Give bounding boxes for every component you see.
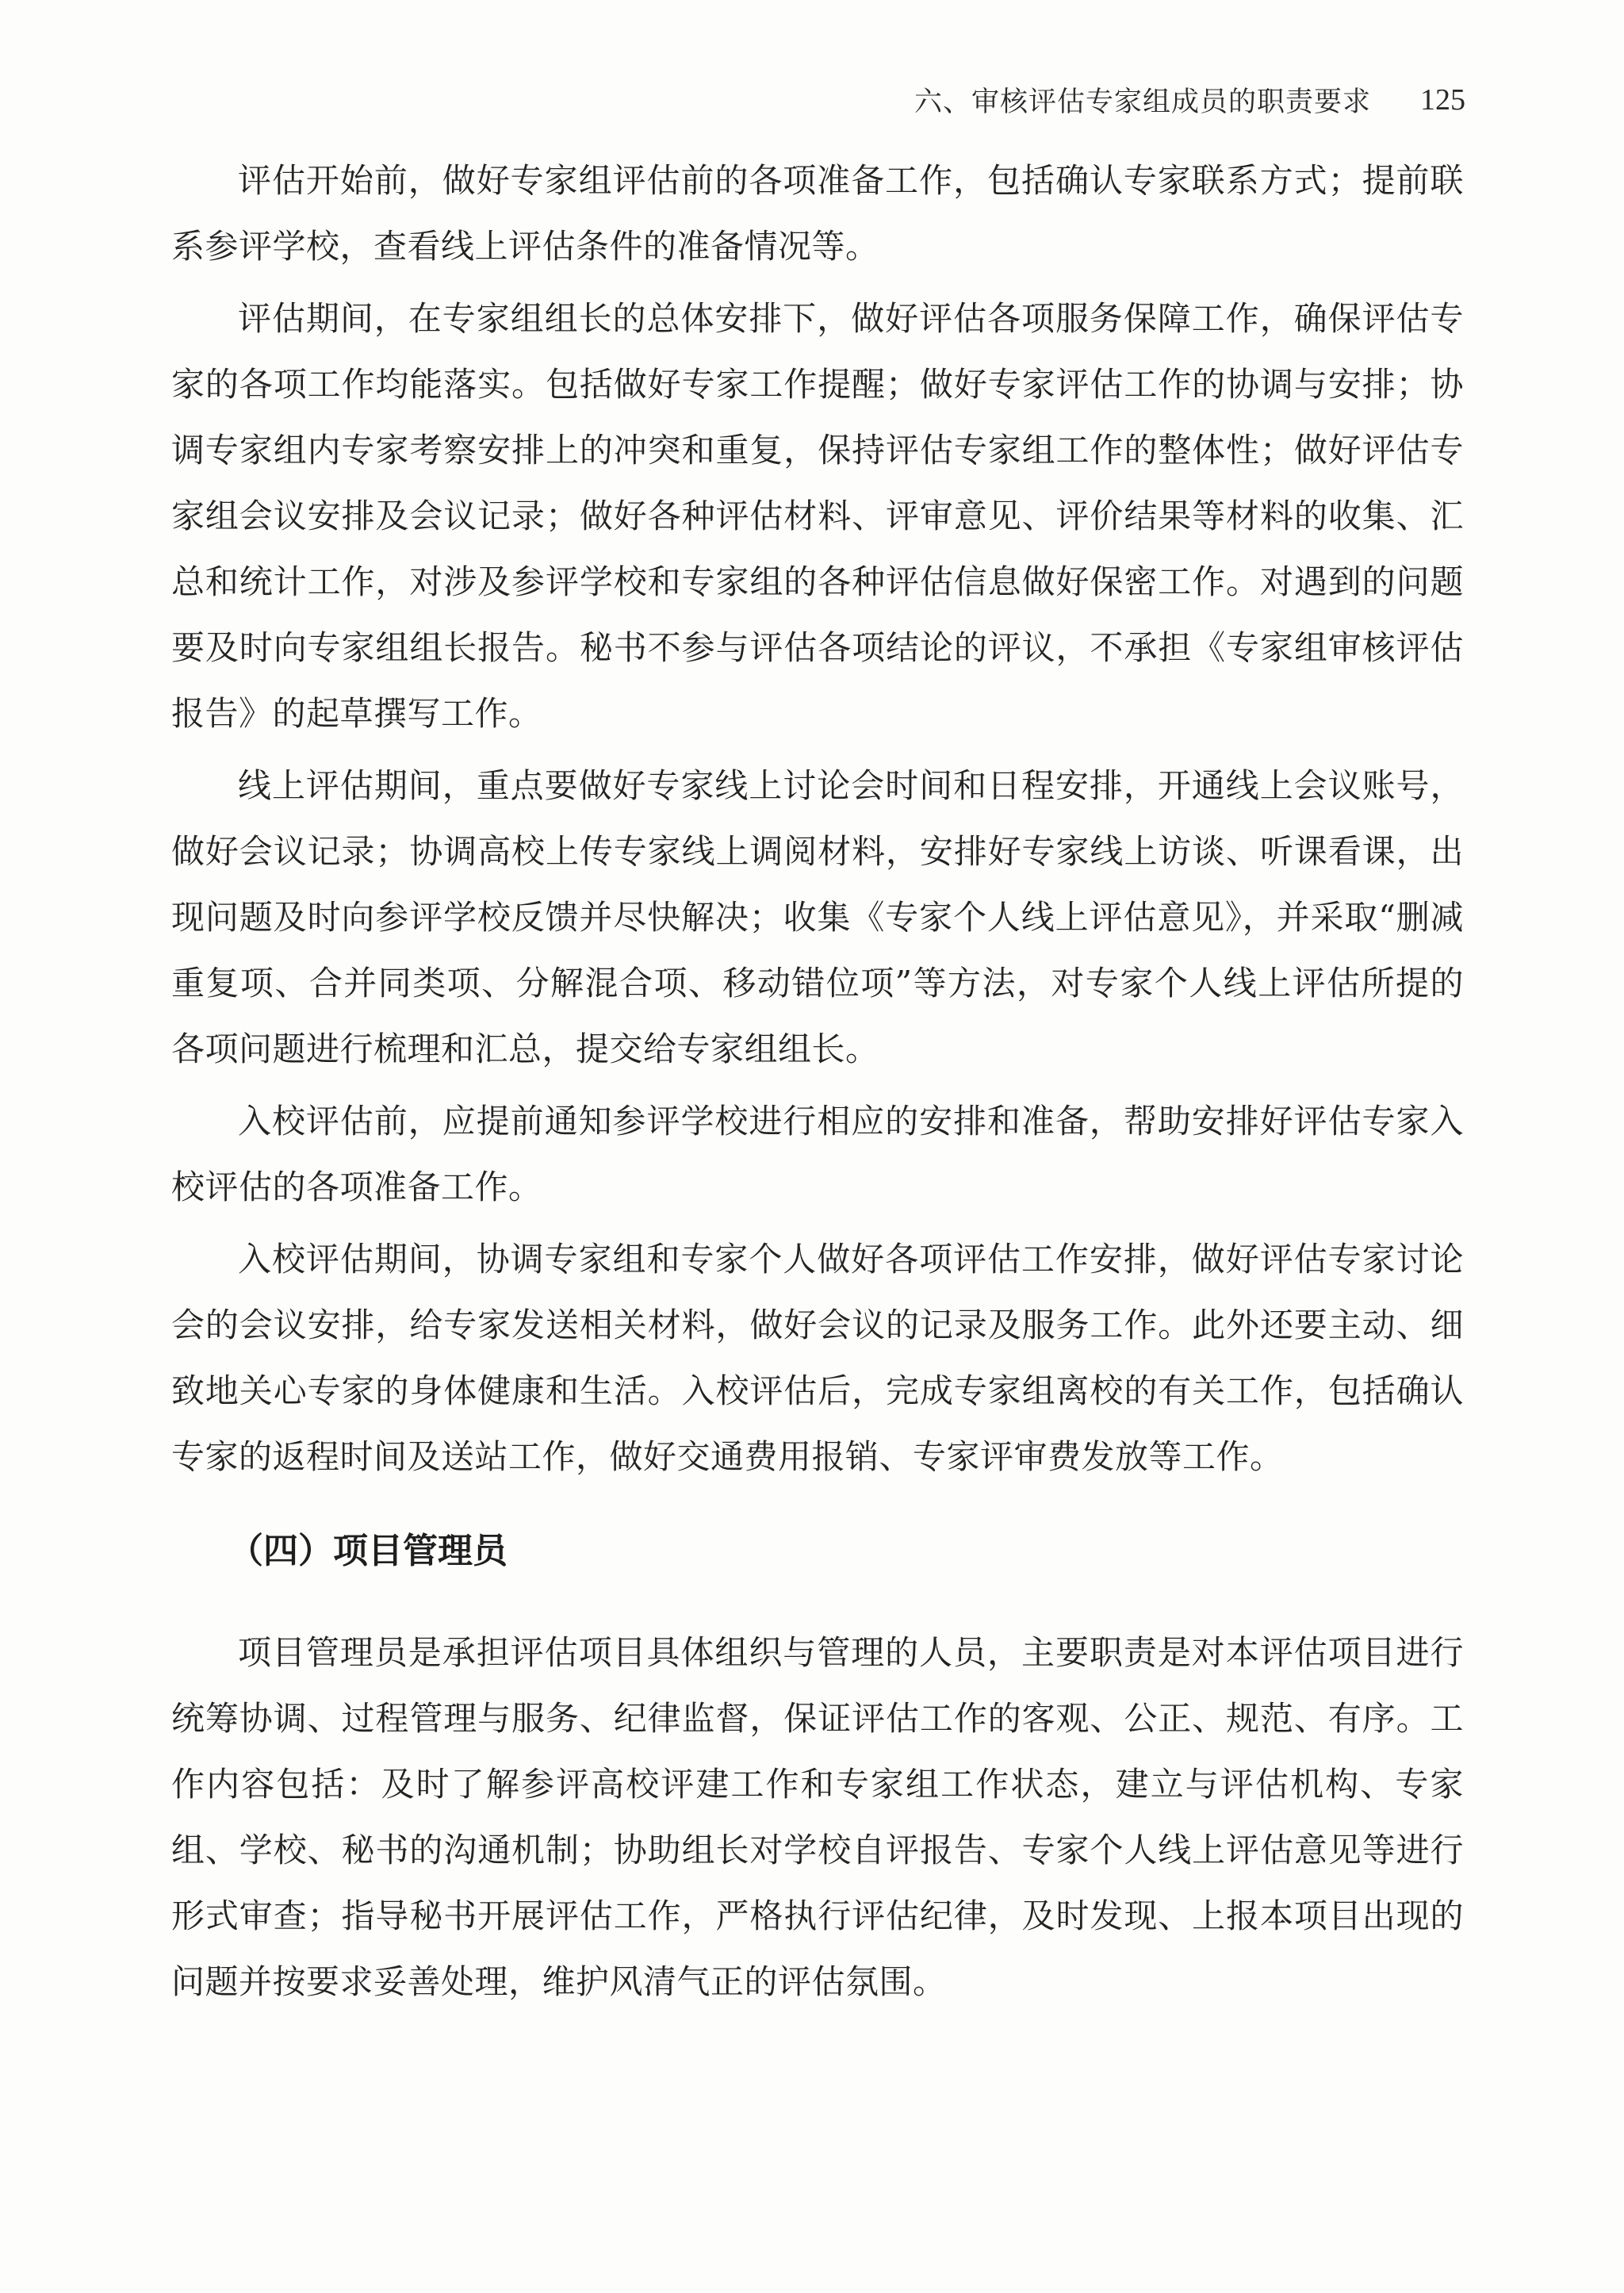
paragraph-during-evaluation: 评估期间，在专家组组长的总体安排下，做好评估各项服务保障工作，确保评估专家的各项工作均能落实。包括做好专家工作提醒；做好专家评估工作的协调与安排；协调专家组内专家考察安排上的冲突和重复，保持评估专家组工作的整体性；做好评估专家组会议安排及会议记录；做好各种评估材料、评审意见、评价结果等材料的收集、汇总和统计工作，对涉及参评学校和专家组的各种评估信息做好保密工作。对遇到的问题要及时向专家组组长报告。秘书不参与评估各项结论的评议，不承担《专家组审核评估报告》的起草撰写工作。 [171,299,1464,733]
page-number: 125 [1420,83,1465,117]
running-header [174,76,1465,124]
body-text [171,148,1464,2021]
paragraph-pre-evaluation: 评估开始前，做好专家组评估前的各项准备工作，包括确认专家联系方式；提前联系参评学校，查看线上评估条件的准备情况等。 [171,161,1464,266]
paragraph-online-evaluation: 线上评估期间，重点要做好专家线上讨论会时间和日程安排，开通线上会议账号，做好会议记录；协调高校上传专家线上调阅材料，安排好专家线上访谈、听课看课，出现问题及时向参评学校反馈并尽快解决；收集《专家个人线上评估意见》，并采取“删减重复项、合并同类项、分解混合项、移动错位项”等方法，对专家个人线上评估所提的各项问题进行梳理和汇总，提交给专家组组长。 [171,766,1464,1068]
paragraph-project-manager: 项目管理员是承担评估项目具体组织与管理的人员，主要职责是对本评估项目进行统筹协调、过程管理与服务、纪律监督，保证评估工作的客观、公正、规范、有序。工作内容包括：及时了解参评高校评建工作和专家组工作状态，建立与评估机构、专家组、学校、秘书的沟通机制；协助组长对学校自评报告、专家个人线上评估意见等进行形式审查；指导秘书开展评估工作，严格执行评估纪律，及时发现、上报本项目出现的问题并按要求妥善处理，维护风清气正的评估氛围。 [171,1633,1464,2001]
paragraph-before-campus-visit: 入校评估前，应提前通知参评学校进行相应的安排和准备，帮助安排好评估专家入校评估的各项准备工作。 [171,1102,1464,1206]
paragraph-campus-visit: 入校评估期间，协调专家组和专家个人做好各项评估工作安排，做好评估专家讨论会的会议安排，给专家发送相关材料，做好会议的记录及服务工作。此外还要主动、细致地关心专家的身体健康和生活。入校评估后，完成专家组离校的有关工作，包括确认专家的返程时间及送站工作，做好交通费用报销、专家评审费发放等工作。 [171,1240,1464,1476]
section-heading: （四）项目管理员 [228,1531,508,1571]
chapter-title: 六、审核评估专家组成员的职责要求 [914,86,1371,118]
